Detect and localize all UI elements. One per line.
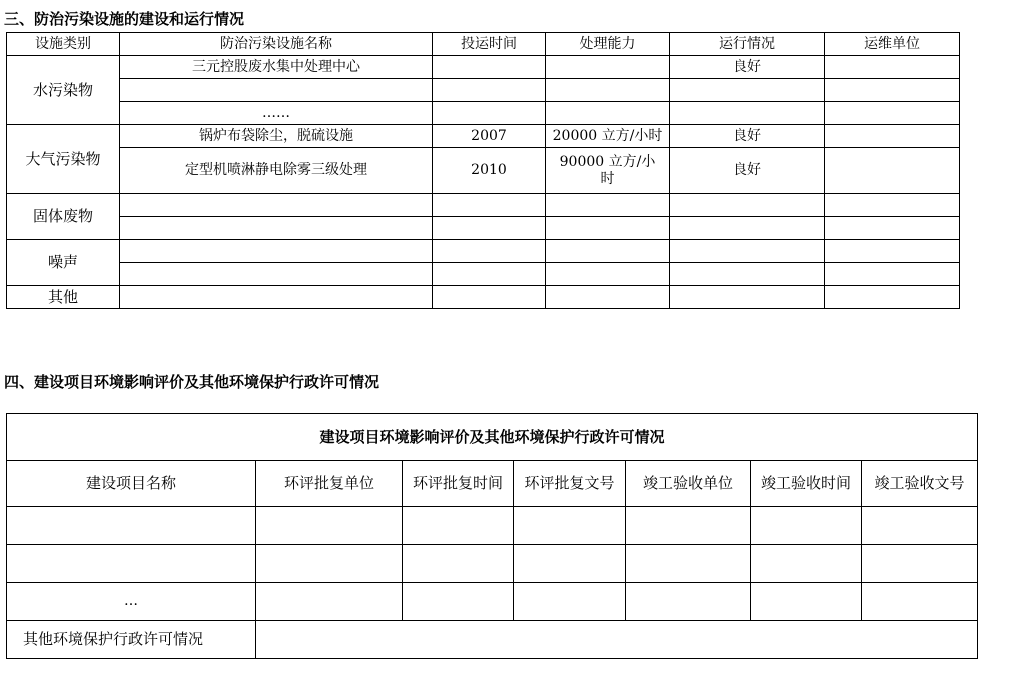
capacity-cell [546,217,670,240]
cell [514,507,626,545]
unit-cell [825,263,960,286]
facility-name-cell [120,217,433,240]
table-title-row [7,414,978,461]
capacity-cell: 90000 立方/小时 [546,148,670,194]
col-header-capacity: 处理能力 [546,33,670,56]
col-header-maintenance-unit: 运维单位 [825,33,960,56]
facility-name-cell [120,194,433,217]
facility-name-cell [120,79,433,102]
start-time-cell: 2007 [433,125,546,148]
other-permits-label: 其他环境保护行政许可情况 [7,621,256,659]
table-row [7,125,960,148]
table-row [7,240,960,263]
col-header-eia-approval-time: 环评批复时间 [403,461,514,507]
cell [514,545,626,583]
capacity-cell [546,286,670,309]
capacity-cell [546,56,670,79]
capacity-cell [546,194,670,217]
facility-name-cell [120,240,433,263]
cell [403,583,514,621]
project-name-cell: … [7,583,256,621]
status-cell [670,286,825,309]
cell [626,583,751,621]
category-other: 其他 [7,286,120,309]
capacity-cell [546,79,670,102]
facility-name-cell [120,263,433,286]
start-time-cell [433,102,546,125]
unit-cell [825,102,960,125]
section-4-heading: 四、建设项目环境影响评价及其他环境保护行政许可情况 [4,373,380,391]
col-header-eia-approval-doc-no: 环评批复文号 [514,461,626,507]
capacity-cell [546,102,670,125]
cell [403,545,514,583]
unit-cell [825,125,960,148]
cell [514,583,626,621]
start-time-cell [433,240,546,263]
category-water: 水污染物 [7,56,120,125]
capacity-cell [546,263,670,286]
start-time-cell: 2010 [433,148,546,194]
cell [256,583,403,621]
project-name-cell [7,545,256,583]
col-header-eia-approval-unit: 环评批复单位 [256,461,403,507]
unit-cell [825,148,960,194]
start-time-cell [433,263,546,286]
facility-name-cell: 锅炉布袋除尘，脱硫设施 [120,125,433,148]
start-time-cell [433,217,546,240]
col-header-category: 设施类别 [7,33,120,56]
unit-cell [825,194,960,217]
unit-cell [825,56,960,79]
cell [862,507,978,545]
col-header-operation-status: 运行情况 [670,33,825,56]
status-cell [670,217,825,240]
col-header-facility-name: 防治污染设施名称 [120,33,433,56]
facility-name-cell: 三元控股废水集中处理中心 [120,56,433,79]
table-header-row [7,461,978,507]
facility-name-cell [120,286,433,309]
table-row [7,217,960,240]
cell [403,507,514,545]
pollution-facilities-table [6,32,960,309]
capacity-cell [546,240,670,263]
status-cell: 良好 [670,125,825,148]
unit-cell [825,240,960,263]
status-cell: 良好 [670,56,825,79]
cell [256,545,403,583]
status-cell [670,79,825,102]
status-cell [670,194,825,217]
table-row [7,194,960,217]
cell [862,583,978,621]
status-cell [670,263,825,286]
start-time-cell [433,194,546,217]
category-solid-waste: 固体废物 [7,194,120,240]
cell [626,545,751,583]
table-row [7,263,960,286]
table-row [7,583,978,621]
other-permits-value [256,621,978,659]
table-row [7,286,960,309]
table-row [7,102,960,125]
col-header-acceptance-doc-no: 竣工验收文号 [862,461,978,507]
table-row [7,79,960,102]
eia-permit-table [6,413,978,659]
table-row [7,621,978,659]
cell [751,507,862,545]
col-header-acceptance-unit: 竣工验收单位 [626,461,751,507]
status-cell: 良好 [670,148,825,194]
start-time-cell [433,286,546,309]
cell [626,507,751,545]
cell [862,545,978,583]
col-header-start-time: 投运时间 [433,33,546,56]
cell [751,583,862,621]
start-time-cell [433,79,546,102]
capacity-cell: 20000 立方/小时 [546,125,670,148]
category-noise: 噪声 [7,240,120,286]
facility-name-cell: …… [120,102,433,125]
cell [256,507,403,545]
status-cell [670,240,825,263]
table-row [7,148,960,194]
col-header-acceptance-time: 竣工验收时间 [751,461,862,507]
section-3-heading: 三、防治污染设施的建设和运行情况 [4,10,245,28]
status-cell [670,102,825,125]
col-header-project-name: 建设项目名称 [7,461,256,507]
table-title: 建设项目环境影响评价及其他环境保护行政许可情况 [7,414,978,461]
start-time-cell [433,56,546,79]
unit-cell [825,217,960,240]
table-header-row [7,33,960,56]
cell [751,545,862,583]
unit-cell [825,286,960,309]
unit-cell [825,79,960,102]
facility-name-cell: 定型机喷淋静电除雾三级处理 [120,148,433,194]
table-row [7,56,960,79]
table-row [7,507,978,545]
category-air: 大气污染物 [7,125,120,194]
table-row [7,545,978,583]
project-name-cell [7,507,256,545]
